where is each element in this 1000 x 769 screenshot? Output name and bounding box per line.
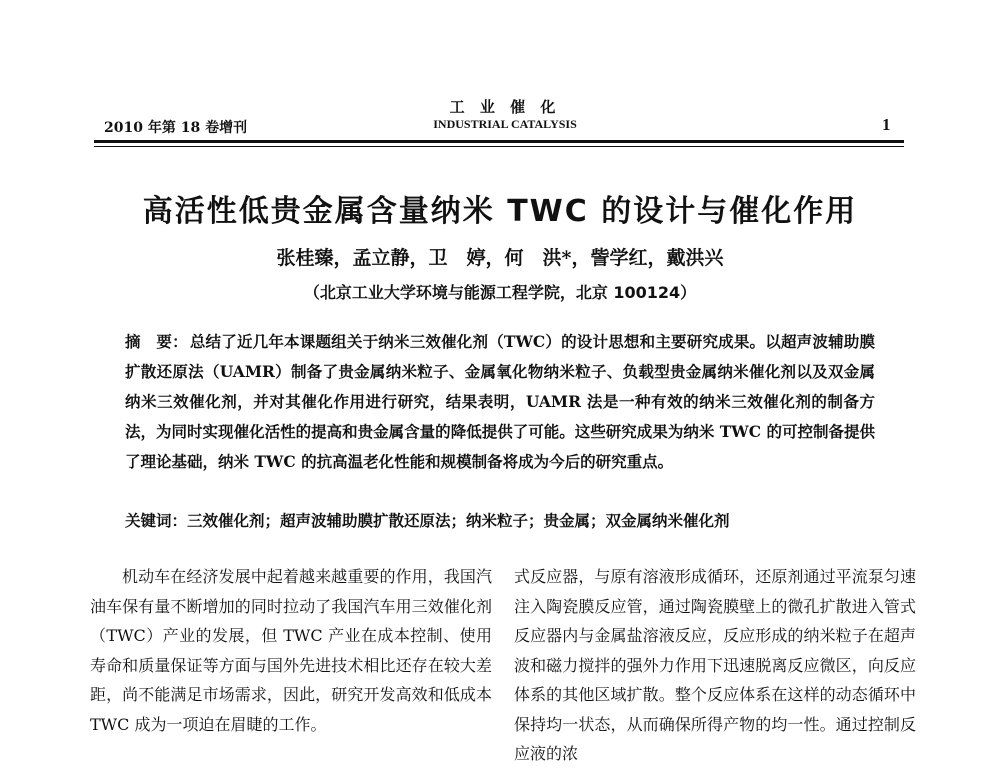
keywords-label: 关键词： [125,512,188,530]
header-rule-thick [94,140,904,143]
paper-title: 高活性低贵金属含量纳米 TWC 的设计与催化作用 [142,194,858,229]
journal-name-cn: 工 业 催 化 [449,98,561,116]
header-rule-thin [94,146,904,147]
abstract-text: 总结了近几年本课题组关于纳米三效催化剂（TWC）的设计思想和主要研究成果。以超声波辅助膜扩散还原法（UAMR）制备了贵金属纳米粒子、金属氧化物纳米粒子、负载型贵金属纳米催化剂以及双金属纳米三效催化剂，并对其催化作用进行研究，结果表明，UAMR 法是一种有效的纳米三效催化剂的制备方法，为同时实现催化活性的提高和贵金属含量的降低提供了可能。这些研究成果为纳米 TWC 的可控制备提供了理论基础，纳米 TWC 的抗高温老化性能和规模制备将成为今后的研究重点。 [125,332,875,471]
affiliation: （北京工业大学环境与能源工程学院，北京 100124） [303,283,697,302]
journal-name [400,98,610,132]
journal-name-en: INDUSTRIAL CATALYSIS [433,117,577,131]
body-paragraph-right: 式反应器，与原有溶液形成循环，还原剂通过平流泵匀速注入陶瓷膜反应管，通过陶瓷膜壁上的微孔扩散进入管式反应器内与金属盐溶液反应，反应形成的纳米粒子在超声波和磁力搅拌的强外力作用下迅速脱离反应微区，向反应体系的其他区域扩散。整个反应体系在这样的动态循环中保持均一状态，从而确保所得产物的均一性。通过控制反应液的浓 [514,567,916,763]
page-number: 1 [882,115,891,134]
body-paragraph-left: 机动车在经济发展中起着越来越重要的作用，我国汽油车保有量不断增加的同时拉动了我国汽车用三效催化剂（TWC）产业的发展，但 TWC 产业在成本控制、使用寿命和质量保证等方面与国外先进技术相比还存在较大差距，尚不能满足市场需求，因此，研究开发高效和低成本 TWC 成为一项迫在眉睫的工作。 [90,567,492,734]
issue-info: 2010 年第 18 卷增刊 [104,120,248,136]
keywords [125,508,885,534]
abstract-label: 摘 要： [125,333,188,351]
author-list: 张桂臻，孟立静，卫 婷，何 洪*，訾学红，戴洪兴 [276,247,724,269]
body-column-right [514,562,916,769]
body-column-left [90,562,492,739]
keywords-text: 三效催化剂；超声波辅助膜扩散还原法；纳米粒子；贵金属；双金属纳米催化剂 [187,511,730,530]
abstract [125,327,875,477]
